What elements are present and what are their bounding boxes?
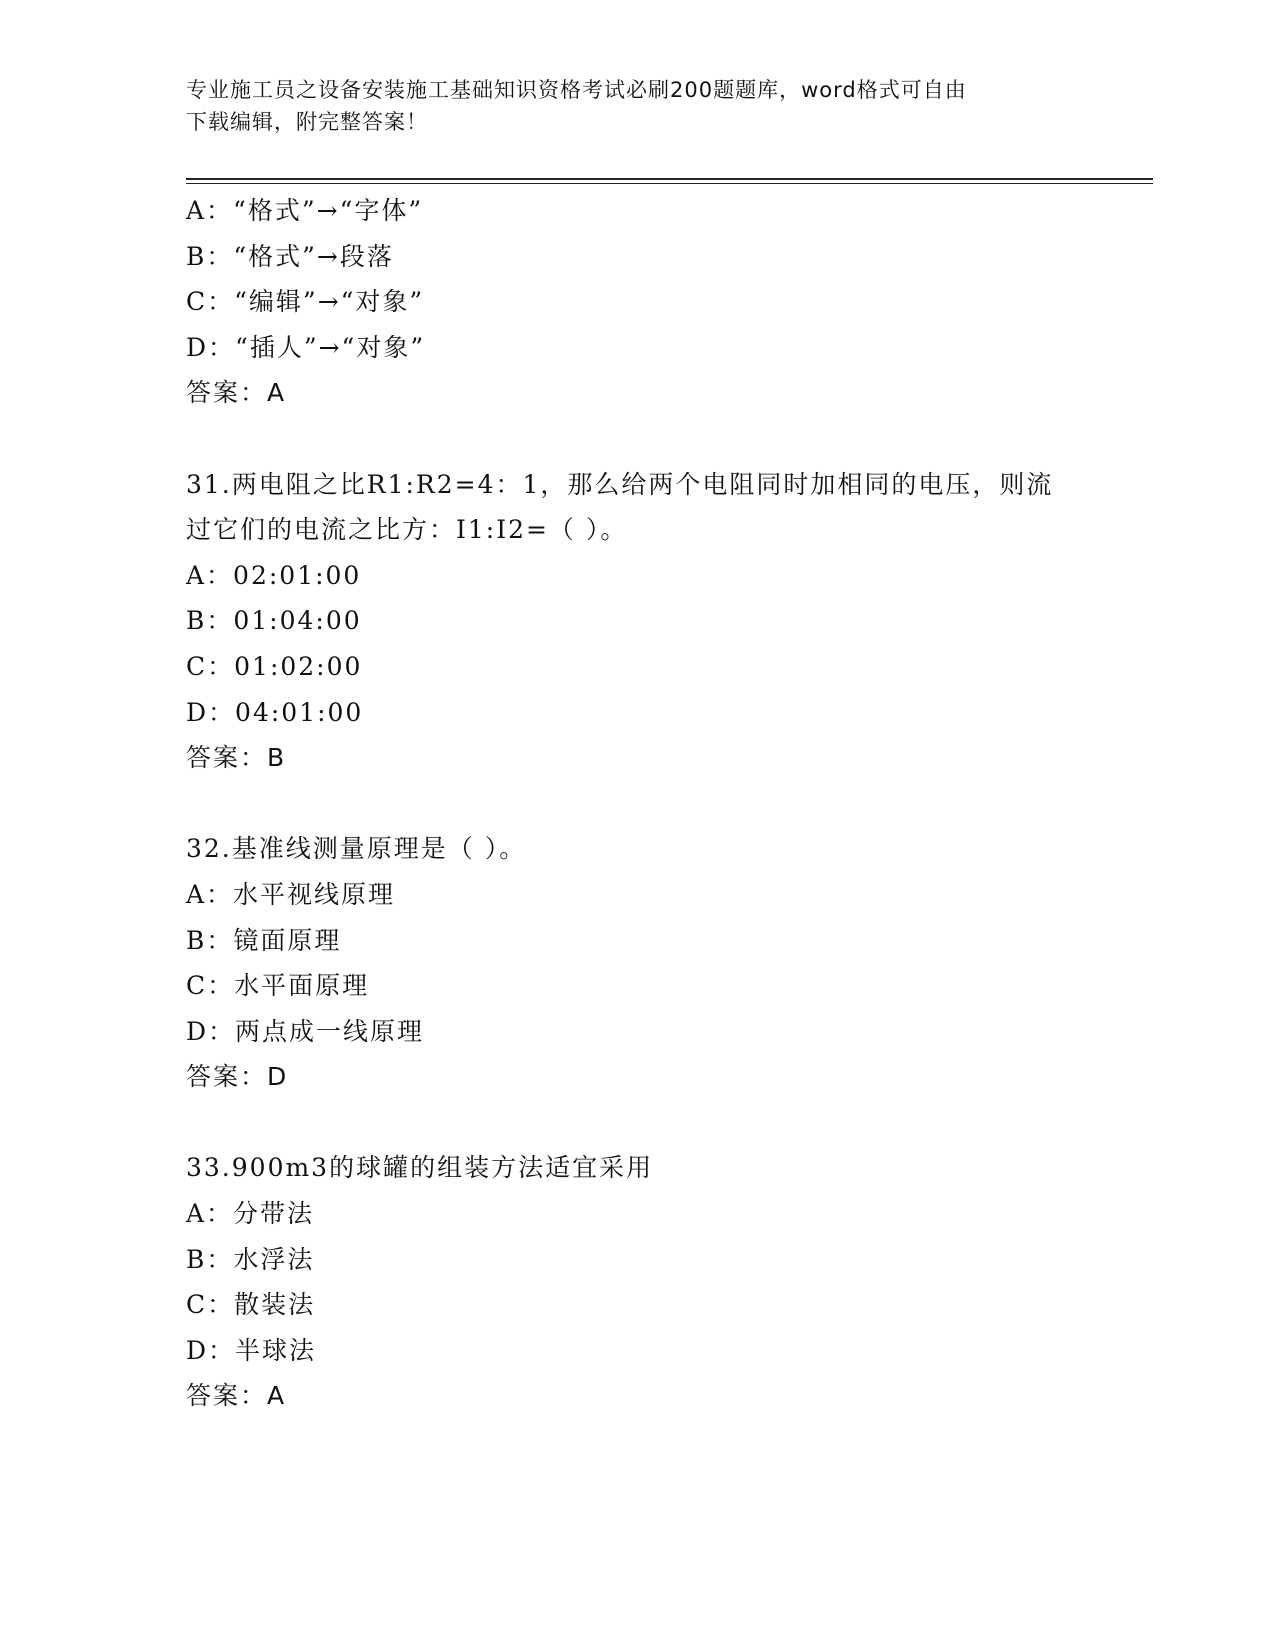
question-stem: 32.基准线测量原理是（ ）。 <box>186 834 527 864</box>
option-c: C：01:02:00 <box>186 651 363 681</box>
option-b: B：“格式”→段落 <box>186 241 394 271</box>
spacer <box>186 781 1106 827</box>
answer-line: 答案：D <box>186 1062 289 1092</box>
option-d: D：两点成一线原理 <box>186 1016 425 1046</box>
header-rule-thin <box>186 183 1153 184</box>
header-line-1: 专业施工员之设备安装施工基础知识资格考试必刷200题题库，word格式可自由 <box>186 78 967 102</box>
option-b: B：01:04:00 <box>186 606 362 636</box>
question-stem: 31.两电阻之比R1:R2=4：1，那么给两个电阻同时加相同的电压，则流 <box>186 469 1054 499</box>
question-32 <box>186 826 1106 1100</box>
header-rule-thick <box>186 178 1153 180</box>
answer-line: 答案：B <box>186 743 287 773</box>
question-33 <box>186 1145 1106 1419</box>
answer-line: 答案：A <box>186 378 287 408</box>
document-header <box>186 74 1066 138</box>
option-b: B：水浮法 <box>186 1244 315 1274</box>
option-a: A：“格式”→“字体” <box>186 196 424 225</box>
question-31 <box>186 462 1106 781</box>
spacer <box>186 416 1106 462</box>
option-d: D：半球法 <box>186 1335 317 1365</box>
question-stem-cont: 过它们的电流之比方：I1:I2=（ ）。 <box>186 515 628 545</box>
option-c: C：水平面原理 <box>186 971 370 1001</box>
option-d: D：04:01:00 <box>186 697 364 727</box>
option-a: A：水平视线原理 <box>186 879 396 909</box>
option-c: C：“编辑”→“对象” <box>186 287 425 317</box>
option-d: D：“插人”→“对象” <box>186 332 426 362</box>
option-a: A：分带法 <box>186 1199 315 1229</box>
option-a: A：02:01:00 <box>186 560 362 590</box>
question-stem: 33.900m3的球罐的组装方法适宜采用 <box>186 1153 654 1183</box>
header-line-2: 下载编辑，附完整答案！ <box>186 110 428 134</box>
question-30 <box>186 188 1106 416</box>
answer-line: 答案：A <box>186 1381 287 1411</box>
spacer <box>186 1100 1106 1146</box>
option-c: C：散装法 <box>186 1290 316 1320</box>
question-list <box>186 188 1106 1419</box>
option-b: B：镜面原理 <box>186 925 342 955</box>
